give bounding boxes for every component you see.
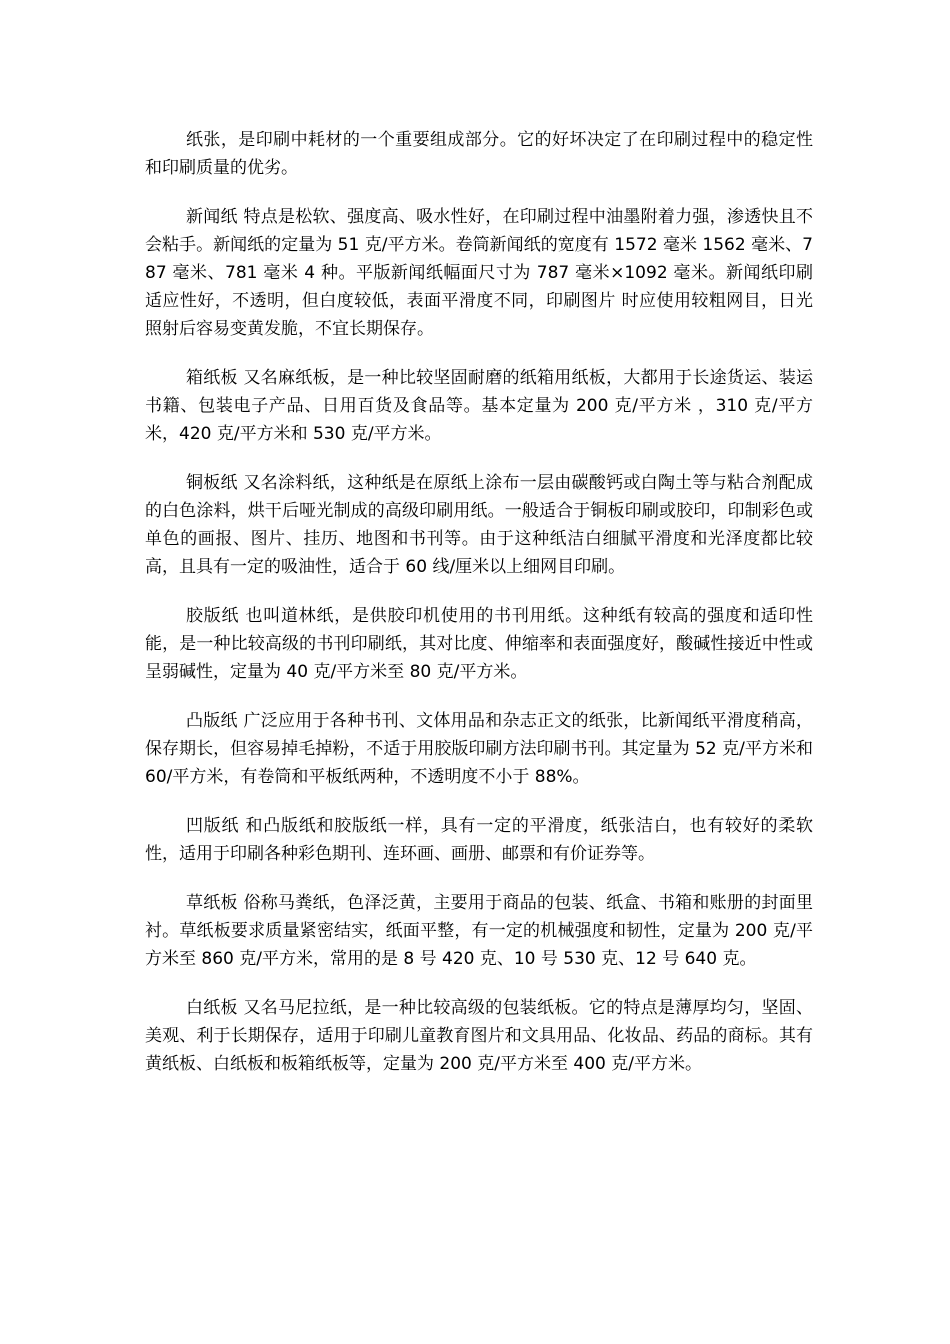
paragraph-coated-paper: 铜板纸 又名涂料纸，这种纸是在原纸上涂布一层由碳酸钙或白陶土等与粘合剂配成的白色涂料，烘干后哑光制成的高级印刷用纸。一般适合于铜板印刷或胶印，印制彩色或 单色的画报、图片、挂历、地图和书刊等。由于这种纸洁白细腻平滑度和光泽度都比较高，且具有一定的吸油性，适合于 60 线/厘米以上细网目印刷。 [145,473,813,577]
paragraph-container-board: 箱纸板 又名麻纸板，是一种比较坚固耐磨的纸箱用纸板，大都用于长途货运、装运书籍、包装电子产品、日用百货及食品等。基本定量为 200 克/平方米 ，310 克/平方米，420 克/平方米和 530 克/平方米。 [145,368,813,444]
paragraph-newsprint: 新闻纸 特点是松软、强度高、吸水性好，在印刷过程中油墨附着力强，渗透快且不会粘手。新闻纸的定量为 51 克/平方米。卷筒新闻纸的宽度有 1572 毫米 1562 毫米、787 毫米、781 毫米 4 种。平版新闻纸幅面尺寸为 787 毫米×1092 毫米。新闻纸印刷适应性好，不透明，但白度较低，表面平滑度不同，印刷图片 时应使用较粗网目，日光照射后容易变黄发脆，不宜长期保存。 [145,207,813,339]
paragraph-offset-paper: 胶版纸 也叫道林纸，是供胶印机使用的书刊用纸。这种纸有较高的强度和适印性能，是一种比较高级的书刊印刷纸，其对比度、伸缩率和表面强度好，酸碱性接近中性或呈弱碱性，定量为 40 克/平方米至 80 克/平方米。 [145,606,813,682]
document-body [145,126,813,1099]
paragraph-intro: 纸张，是印刷中耗材的一个重要组成部分。它的好坏决定了在印刷过程中的稳定性和印刷质量的优劣。 [145,130,813,178]
paragraph-gravure-paper: 凹版纸 和凸版纸和胶版纸一样，具有一定的平滑度，纸张洁白，也有较好的柔软性，适用于印刷各种彩色期刊、连环画、画册、邮票和有价证券等。 [145,816,813,864]
paragraph-letterpress-paper: 凸版纸 广泛应用于各种书刊、文体用品和杂志正文的纸张，比新闻纸平滑度稍高，保存期长，但容易掉毛掉粉，不适于用胶版印刷方法印刷书刊。其定量为 52 克/平方米和 60/平方米，有卷筒和平板纸两种，不透明度不小于 88%。 [145,711,813,787]
paragraph-white-board: 白纸板 又名马尼拉纸，是一种比较高级的包装纸板。它的特点是薄厚均匀，坚固、美观、利于长期保存，适用于印刷儿童教育图片和文具用品、化妆品、药品的商标。其有黄纸板、白纸板和板箱纸板等，定量为 200 克/平方米至 400 克/平方米。 [145,998,813,1074]
paragraph-straw-board: 草纸板 俗称马粪纸，色泽泛黄，主要用于商品的包装、纸盒、书箱和账册的封面里衬。草纸板要求质量紧密结实，纸面平整，有一定的机械强度和韧性，定量为 200 克/平方米至 860 克/平方米，常用的是 8 号 420 克、10 号 530 克、12 号 640 克。 [145,893,813,969]
